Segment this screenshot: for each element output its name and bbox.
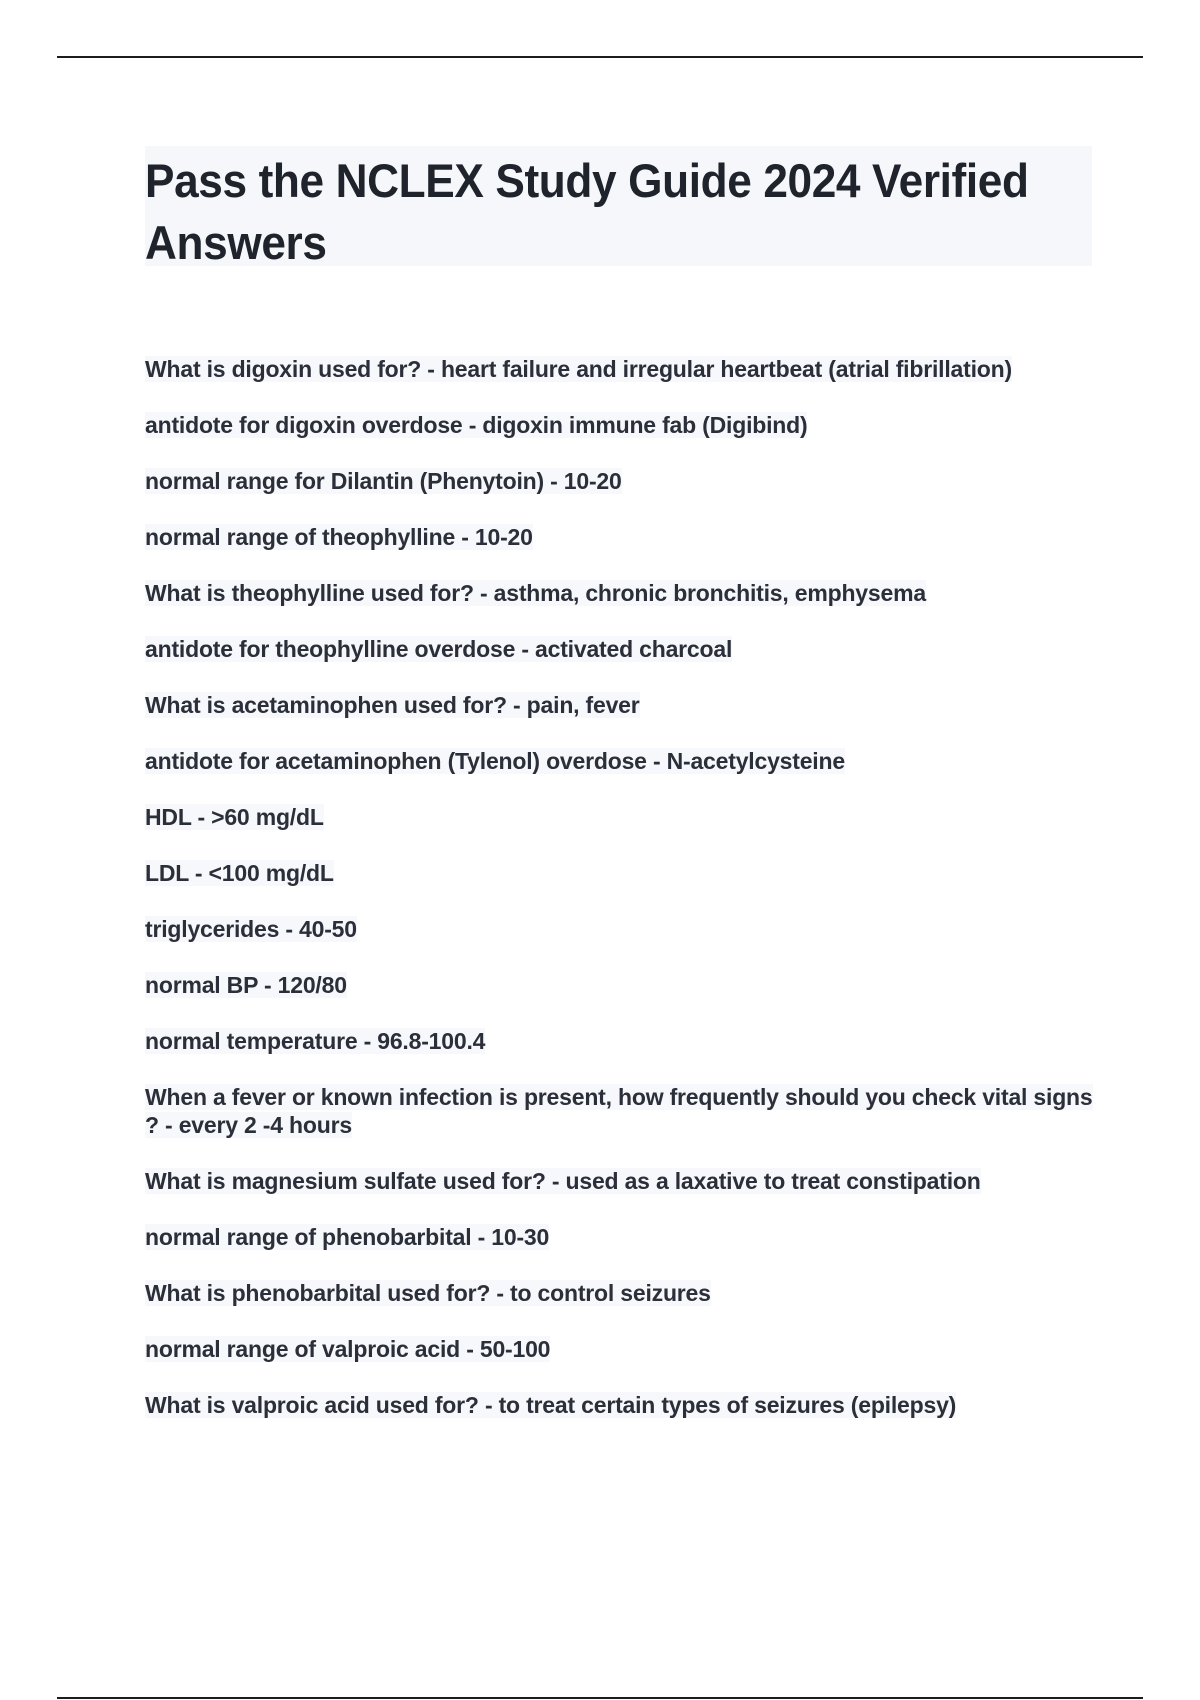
qa-item bbox=[145, 859, 1095, 887]
qa-item-text: What is magnesium sulfate used for? - used as a laxative to treat constipation bbox=[145, 1168, 981, 1194]
qa-item-text: normal temperature - 96.8-100.4 bbox=[145, 1028, 486, 1054]
qa-item-text: antidote for digoxin overdose - digoxin immune fab (Digibind) bbox=[145, 412, 808, 438]
qa-item bbox=[145, 355, 1095, 383]
qa-item-text: What is theophylline used for? - asthma, chronic bronchitis, emphysema bbox=[145, 580, 926, 606]
qa-item bbox=[145, 579, 1095, 607]
qa-item-text: normal range of phenobarbital - 10-30 bbox=[145, 1224, 550, 1250]
qa-item-text: normal range of valproic acid - 50-100 bbox=[145, 1336, 551, 1362]
qa-item bbox=[145, 747, 1095, 775]
qa-item-text: What is valproic acid used for? - to treat certain types of seizures (epilepsy) bbox=[145, 1392, 957, 1418]
qa-item bbox=[145, 1335, 1095, 1363]
qa-item bbox=[145, 1167, 1095, 1195]
qa-item bbox=[145, 411, 1095, 439]
qa-item bbox=[145, 1279, 1095, 1307]
document-title: Pass the NCLEX Study Guide 2024 Verified Answers bbox=[145, 154, 1029, 269]
qa-item bbox=[145, 467, 1095, 495]
qa-item-text: normal BP - 120/80 bbox=[145, 972, 347, 998]
qa-item bbox=[145, 523, 1095, 551]
qa-item-text: What is digoxin used for? - heart failure and irregular heartbeat (atrial fibrillation) bbox=[145, 356, 1012, 382]
qa-item bbox=[145, 691, 1095, 719]
qa-item-text: antidote for acetaminophen (Tylenol) overdose - N-acetylcysteine bbox=[145, 748, 845, 774]
qa-item bbox=[145, 803, 1095, 831]
qa-item bbox=[145, 1223, 1095, 1251]
qa-item-text: LDL - <100 mg/dL bbox=[145, 860, 334, 886]
qa-item-text: normal range of theophylline - 10-20 bbox=[145, 524, 533, 550]
qa-item bbox=[145, 1391, 1095, 1419]
qa-item-text: When a fever or known infection is present, how frequently should you check vital signs ? - every 2 -4 hours bbox=[145, 1084, 1093, 1138]
qa-item bbox=[145, 971, 1095, 999]
qa-list bbox=[145, 355, 1095, 1447]
qa-item-text: triglycerides - 40-50 bbox=[145, 916, 357, 942]
title-block bbox=[145, 146, 1092, 269]
bottom-rule bbox=[57, 1697, 1143, 1699]
qa-item bbox=[145, 1083, 1095, 1139]
qa-item bbox=[145, 1027, 1095, 1055]
qa-item-text: HDL - >60 mg/dL bbox=[145, 804, 324, 830]
top-rule bbox=[57, 56, 1143, 58]
qa-item bbox=[145, 915, 1095, 943]
qa-item-text: normal range for Dilantin (Phenytoin) - 10-20 bbox=[145, 468, 622, 494]
qa-item bbox=[145, 635, 1095, 663]
qa-item-text: What is phenobarbital used for? - to control seizures bbox=[145, 1280, 711, 1306]
qa-item-text: antidote for theophylline overdose - activated charcoal bbox=[145, 636, 733, 662]
qa-item-text: What is acetaminophen used for? - pain, fever bbox=[145, 692, 640, 718]
